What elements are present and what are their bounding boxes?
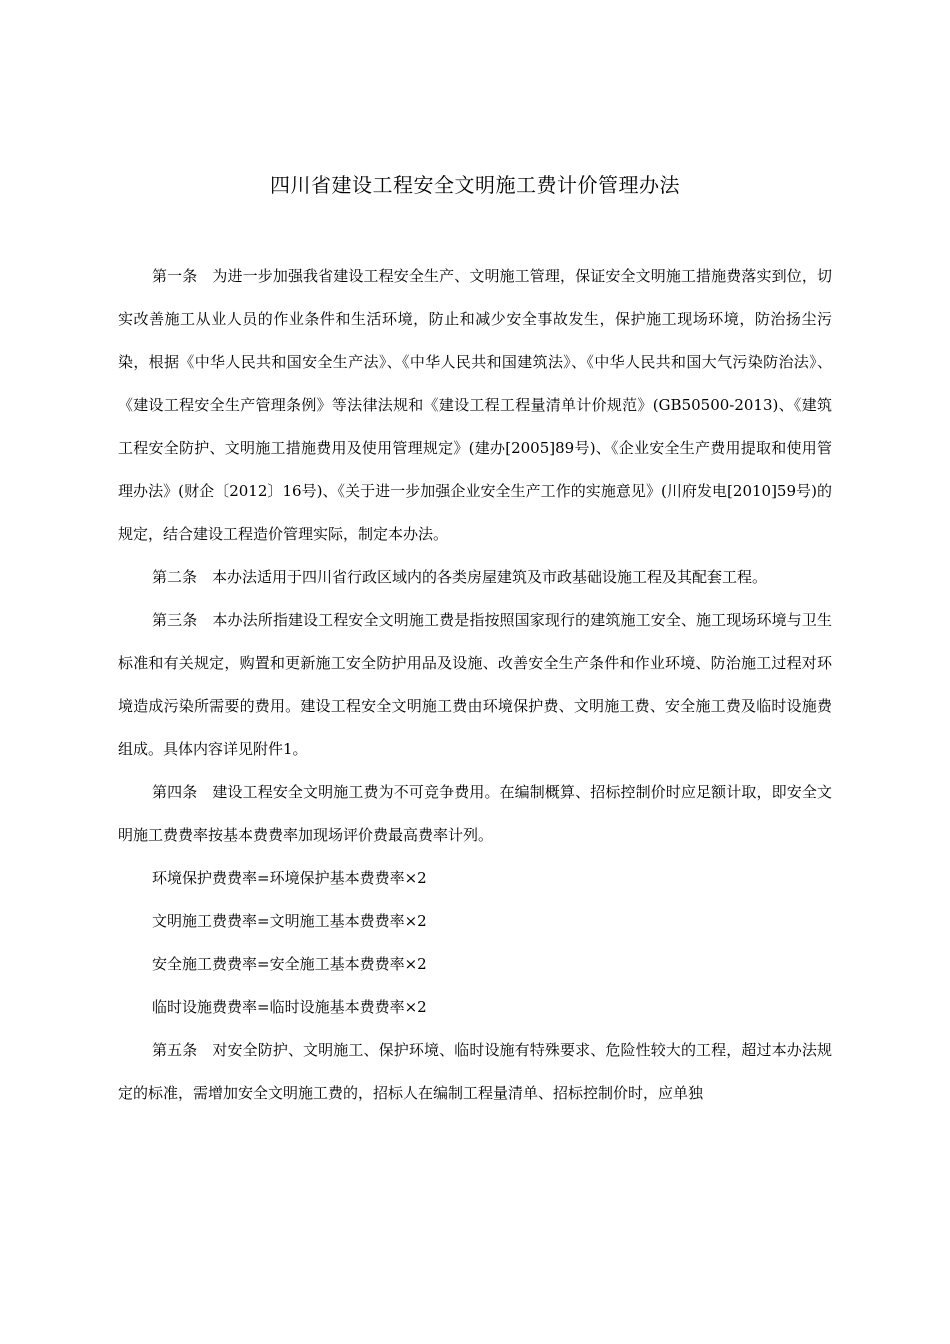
article-paragraph bbox=[118, 255, 832, 556]
article-paragraph bbox=[118, 1029, 832, 1115]
article-text: 对安全防护、文明施工、保护环境、临时设施有特殊要求、危险性较大的工程，超过本办法规定的标准，需增加安全文明施工费的，招标人在编制工程量清单、招标控制价时，应单独 bbox=[118, 1041, 832, 1102]
formula-text: 文明施工费费率=文明施工基本费费率×2 bbox=[152, 912, 427, 930]
formula-text: 临时设施费费率=临时设施基本费费率×2 bbox=[152, 998, 427, 1016]
formula-line bbox=[118, 857, 832, 900]
document-title: 四川省建设工程安全文明施工费计价管理办法 bbox=[270, 173, 680, 197]
article-paragraph bbox=[118, 599, 832, 771]
formula-line bbox=[118, 943, 832, 986]
article-paragraph bbox=[118, 771, 832, 857]
article-text: 本办法所指建设工程安全文明施工费是指按照国家现行的建筑施工安全、施工现场环境与卫生标准和有关规定，购置和更新施工安全防护用品及设施、改善安全生产条件和作业环境、防治施工过程对环境造成污染所需要的费用。建设工程安全文明施工费由环境保护费、文明施工费、安全施工费及临时设施费组成。具体内容详见附件1。 bbox=[118, 611, 832, 758]
formula-text: 安全施工费费率=安全施工基本费费率×2 bbox=[152, 955, 427, 973]
article-paragraph bbox=[118, 556, 832, 599]
document-body bbox=[118, 255, 832, 1115]
formula-text: 环境保护费费率=环境保护基本费费率×2 bbox=[152, 869, 427, 887]
article-text: 本办法适用于四川省行政区域内的各类房屋建筑及市政基础设施工程及其配套工程。 bbox=[212, 568, 768, 586]
article-label: 第三条 bbox=[152, 611, 198, 629]
article-text: 建设工程安全文明施工费为不可竞争费用。在编制概算、招标控制价时应足额计取，即安全文明施工费费率按基本费费率加现场评价费最高费率计列。 bbox=[118, 783, 832, 844]
formula-line bbox=[118, 900, 832, 943]
article-label: 第四条 bbox=[152, 783, 198, 801]
article-label: 第一条 bbox=[152, 267, 198, 285]
article-label: 第二条 bbox=[152, 568, 198, 586]
article-text: 为进一步加强我省建设工程安全生产、文明施工管理，保证安全文明施工措施费落实到位，切实改善施工从业人员的作业条件和生活环境，防止和减少安全事故发生，保护施工现场环境，防治扬尘污染，根据《中华人民共和国安全生产法》、《中华人民共和国建筑法》、《中华人民共和国大气污染防治法》、《建设工程安全生产管理条例》等法律法规和《建设工程工程量清单计价规范》(GB50500-2013)、《建筑工程安全防护、文明施工措施费用及使用管理规定》(建办[2005]89号)、《企业安全生产费用提取和使用管理办法》(财企〔2012〕16号)、《关于进一步加强企业安全生产工作的实施意见》(川府发电[2010]59号)的规定，结合建设工程造价管理实际，制定本办法。 bbox=[118, 267, 832, 543]
formula-line bbox=[118, 986, 832, 1029]
article-label: 第五条 bbox=[152, 1041, 198, 1059]
